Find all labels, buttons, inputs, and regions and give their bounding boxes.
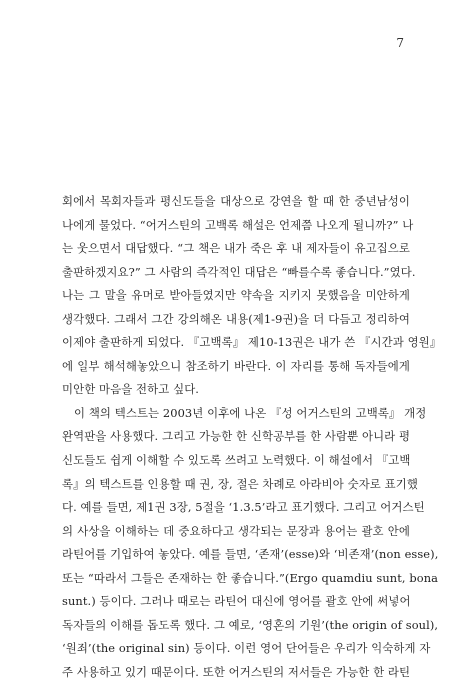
text-line: 또는 “따라서 그들은 존재하는 한 좋습니다.”(Ergo quamdiu sunt, bona (62, 570, 439, 585)
text-line: 에 일부 해석해놓았으니 참조하기 바란다. 이 자리를 통해 독자들에게 (62, 358, 410, 373)
text-line: ‘원죄’(the original sin) 등이다. 이런 영어 단어들은 우리가 익숙하게 자 (62, 641, 431, 656)
text-line: 록』의 텍스트를 인용할 때 권, 장, 절은 차례로 아라비아 숫자로 표기했 (62, 476, 418, 491)
text-line: 회에서 목회자들과 평신도들을 대상으로 강연을 할 때 한 중년남성이 (62, 194, 410, 208)
text-line: sunt.) 등이다. 그러나 때로는 라틴어 대신에 영어를 괄호 안에 써넣어 (62, 594, 411, 609)
page-number: 7 (396, 36, 404, 50)
text-line: 미안한 마음을 전하고 싶다. (62, 382, 200, 397)
text-line: 라틴어를 기입하여 놓았다. 예를 들면, ‘존재’(esse)와 ‘비존재’(non esse), (62, 547, 439, 562)
text-line: 의 사상을 이해하는 데 중요하다고 생각되는 문장과 용어는 괄호 안에 (62, 523, 410, 538)
text-line: 다. 예를 들면, 제1권 3장, 5절을 ‘1.3.5’라고 표기했다. 그리고 어거스틴 (62, 500, 425, 515)
body-text (62, 190, 442, 684)
text-line: 주 사용하고 있기 때문이다. 또한 어거스틴의 저서들은 가능한 한 라틴 (62, 664, 411, 679)
text-line: 신도들도 쉽게 이해할 수 있도록 쓰려고 노력했다. 이 해설에서 『고백 (62, 453, 411, 468)
text-line: 나는 그 말을 유머로 받아들였지만 약속을 지키지 못했음을 미안하게 (62, 288, 410, 303)
text-line: 이 책의 텍스트는 2003년 이후에 나온 『성 어거스틴의 고백록』 개정 (74, 405, 427, 420)
text-line: 독자들의 이해를 돕도록 했다. 그 예로, ‘영혼의 기원’(the origin of soul), (62, 617, 439, 632)
text-line: 이제야 출판하게 되었다. 『고백록』 제10-13권은 내가 쓴 『시간과 영원』 (62, 335, 442, 350)
text-line: 는 웃으면서 대답했다. “그 책은 내가 죽은 후 내 제자들이 유고집으로 (62, 241, 410, 256)
text-line: 생각했다. 그래서 그간 강의해온 내용(제1-9권)을 더 다듬고 정리하여 (62, 311, 410, 326)
text-line: 출판하겠지요?” 그 사람의 즉각적인 대답은 “빠를수록 좋습니다.”였다. (62, 264, 416, 279)
text-line: 완역판을 사용했다. 그리고 가능한 한 신학공부를 한 사람뿐 아니라 평 (62, 429, 411, 444)
text-line: 나에게 물었다. “어거스틴의 고백록 해설은 언제쯤 나오게 될니까?” 나 (62, 217, 414, 232)
